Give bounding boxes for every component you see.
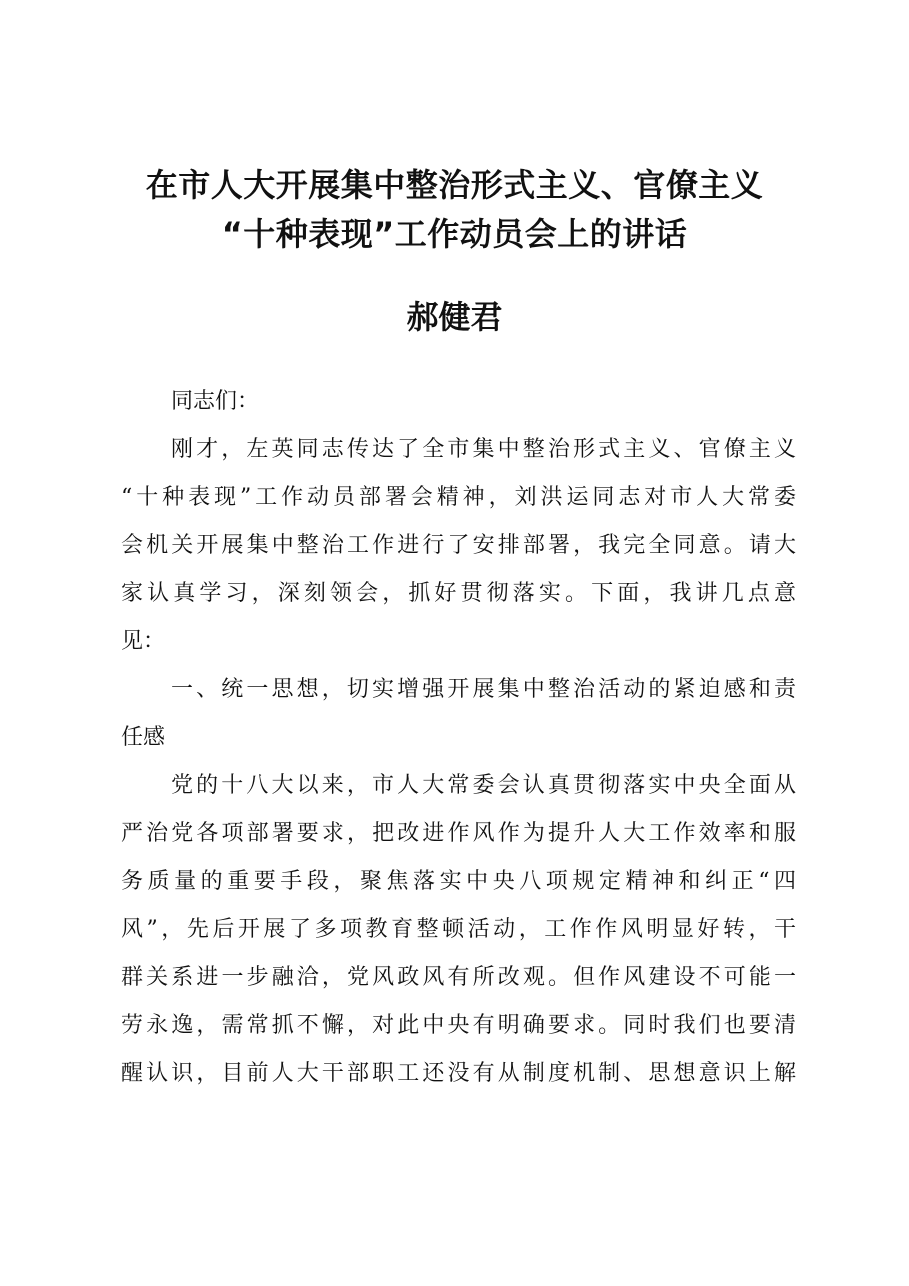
section-heading-line: 一、统一思想，切实增强开展集中整治活动的紧迫感和责 — [171, 677, 796, 702]
paragraph-line: 务质量的重要手段，聚焦落实中央八项规定精神和纠正“四 — [121, 869, 796, 894]
paragraph-line: 风”，先后开展了多项教育整顿活动，工作作风明显好转，干 — [121, 917, 796, 942]
title-line-1: 在市人大开展集中整治形式主义、官僚主义 — [145, 166, 764, 204]
author-name: 郝健君 — [406, 298, 503, 336]
title-line-2: “十种表现”工作动员会上的讲话 — [221, 215, 688, 253]
paragraph-line: 醒认识，目前人大干部职工还没有从制度机制、思想意识上解 — [121, 1061, 796, 1086]
paragraph-line: “十种表现”工作动员部署会精神，刘洪运同志对市人大常委 — [121, 485, 796, 510]
salutation: 同志们： — [171, 389, 260, 414]
paragraph-line: 严治党各项部署要求，把改进作风作为提升人大工作效率和服 — [121, 821, 796, 846]
section-heading-line: 任感 — [121, 725, 166, 750]
paragraph-line: 党的十八大以来，市人大常委会认真贯彻落实中央全面从 — [171, 773, 796, 798]
paragraph-line: 见： — [121, 629, 166, 654]
paragraph-line: 会机关开展集中整治工作进行了安排部署，我完全同意。请大 — [121, 533, 796, 558]
paragraph-line: 群关系进一步融洽，党风政风有所改观。但作风建设不可能一 — [121, 965, 796, 990]
paragraph-line: 刚才，左英同志传达了全市集中整治形式主义、官僚主义 — [171, 437, 796, 462]
paragraph-line: 劳永逸，需常抓不懈，对此中央有明确要求。同时我们也要清 — [121, 1013, 796, 1038]
paragraph-line: 家认真学习，深刻领会，抓好贯彻落实。下面，我讲几点意 — [121, 581, 796, 606]
